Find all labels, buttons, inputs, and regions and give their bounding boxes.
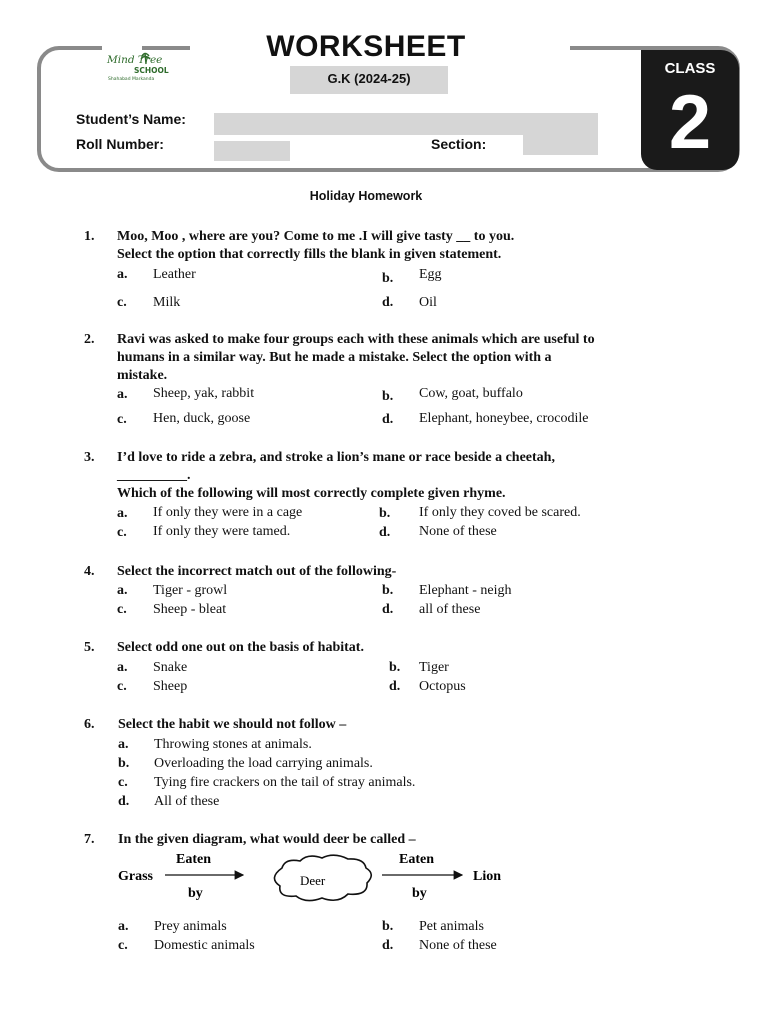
deer-label: Deer (300, 873, 326, 888)
question-number: 2. (84, 332, 95, 347)
class-label: CLASS (664, 60, 716, 77)
option-label: b. (118, 756, 130, 771)
option-text: Milk (153, 295, 181, 310)
question-number: 7. (84, 832, 95, 847)
option-label: b. (389, 660, 401, 675)
option-text: Tying fire crackers on the tail of stray animals. (154, 775, 416, 790)
question-number: 3. (84, 450, 95, 465)
option-label: c. (117, 679, 127, 694)
logo-text-line1: Mind Tree (107, 54, 163, 66)
option-label: c. (117, 412, 127, 427)
section-label: Section: (431, 136, 487, 152)
option-label: c. (117, 525, 127, 540)
option-label: a. (118, 737, 129, 752)
option-label: b. (382, 389, 394, 404)
option-text: Oil (419, 295, 437, 310)
food-chain-diagram (110, 846, 510, 910)
arrow-top-label-2: Eaten (399, 852, 434, 867)
question-text: I’d love to ride a zebra, and stroke a lion’s mane or race beside a cheetah, __________. Which of the following will most correctly complete given rhyme. (117, 450, 555, 501)
option-text: Overloading the load carrying animals. (154, 756, 373, 771)
option-label: d. (379, 525, 391, 540)
question-number: 5. (84, 640, 95, 655)
option-text: None of these (419, 524, 497, 539)
option-label: b. (382, 583, 394, 598)
option-text: Throwing stones at animals. (154, 737, 312, 752)
section-field[interactable] (523, 134, 598, 155)
option-text: Tiger - growl (153, 583, 228, 598)
option-text: Tiger (419, 660, 449, 675)
option-text: Prey animals (154, 919, 227, 934)
question-number: 1. (84, 229, 95, 244)
option-text: Egg (419, 267, 442, 282)
question-text: In the given diagram, what would deer be called – (118, 832, 416, 847)
roll-number-field[interactable] (214, 141, 290, 161)
option-text: If only they were in a cage (153, 505, 303, 520)
option-label: c. (118, 938, 128, 953)
arrow-top-label-1: Eaten (176, 852, 211, 867)
option-label: d. (382, 295, 394, 310)
option-text: Sheep (153, 679, 188, 694)
option-label: a. (117, 583, 128, 598)
option-label: d. (382, 412, 394, 427)
option-text: all of these (419, 602, 481, 617)
option-text: Sheep - bleat (153, 602, 227, 617)
class-number: 2 (668, 80, 712, 165)
option-label: d. (118, 794, 130, 809)
option-text: Domestic animals (154, 938, 255, 953)
question-number: 4. (84, 564, 95, 579)
question-text: Ravi was asked to make four groups each with these animals which are useful to humans in a similar way. But he made a mistake. Select the option with a mistake. (117, 332, 595, 383)
option-label: b. (382, 271, 394, 286)
option-label: b. (379, 506, 391, 521)
grass-label: Grass (118, 869, 153, 884)
option-text: Elephant, honeybee, crocodile (419, 411, 589, 426)
question-text: Select the incorrect match out of the following- (117, 564, 397, 579)
option-text: Sheep, yak, rabbit (153, 386, 255, 401)
option-label: b. (382, 919, 394, 934)
lion-label: Lion (473, 869, 502, 884)
question-text: Select the habit we should not follow – (118, 717, 347, 732)
option-label: c. (118, 775, 128, 790)
option-label: c. (117, 295, 127, 310)
option-text: All of these (154, 794, 220, 809)
roll-number-label: Roll Number: (76, 136, 164, 152)
option-label: d. (382, 938, 394, 953)
question-number: 6. (84, 717, 95, 732)
option-label: a. (117, 387, 128, 402)
worksheet-title: WORKSHEET (266, 30, 466, 63)
option-text: If only they coved be scared. (419, 505, 581, 520)
arrow-bottom-label-1: by (188, 886, 203, 901)
option-label: d. (382, 602, 394, 617)
student-name-field[interactable] (214, 113, 598, 135)
option-label: d. (389, 679, 401, 694)
class-badge (641, 50, 739, 170)
logo-text-line3: Shahabad Markanda (108, 77, 155, 82)
homework-heading: Holiday Homework (309, 189, 423, 203)
option-text: None of these (419, 938, 497, 953)
question-text: Moo, Moo , where are you? Come to me .I will give tasty __ to you. Select the option that correctly fills the blank in given statement. (117, 229, 515, 262)
school-logo (104, 50, 184, 84)
option-text: Octopus (419, 679, 466, 694)
option-text: Cow, goat, buffalo (419, 386, 523, 401)
option-text: Hen, duck, goose (153, 411, 251, 426)
question-text: Select odd one out on the basis of habitat. (117, 640, 364, 655)
option-label: a. (117, 506, 128, 521)
student-name-label: Student’s Name: (76, 111, 186, 127)
option-text: Elephant - neigh (419, 583, 512, 598)
option-label: a. (117, 267, 128, 282)
option-text: If only they were tamed. (153, 524, 291, 539)
option-text: Leather (153, 267, 196, 282)
option-text: Snake (153, 660, 188, 675)
option-label: c. (117, 602, 127, 617)
arrow-bottom-label-2: by (412, 886, 427, 901)
option-text: Pet animals (419, 919, 484, 934)
subject-label: G.K (2024-25) (290, 66, 448, 94)
option-label: a. (117, 660, 128, 675)
logo-text-line2: SCHOOL (134, 66, 169, 75)
option-label: a. (118, 919, 129, 934)
